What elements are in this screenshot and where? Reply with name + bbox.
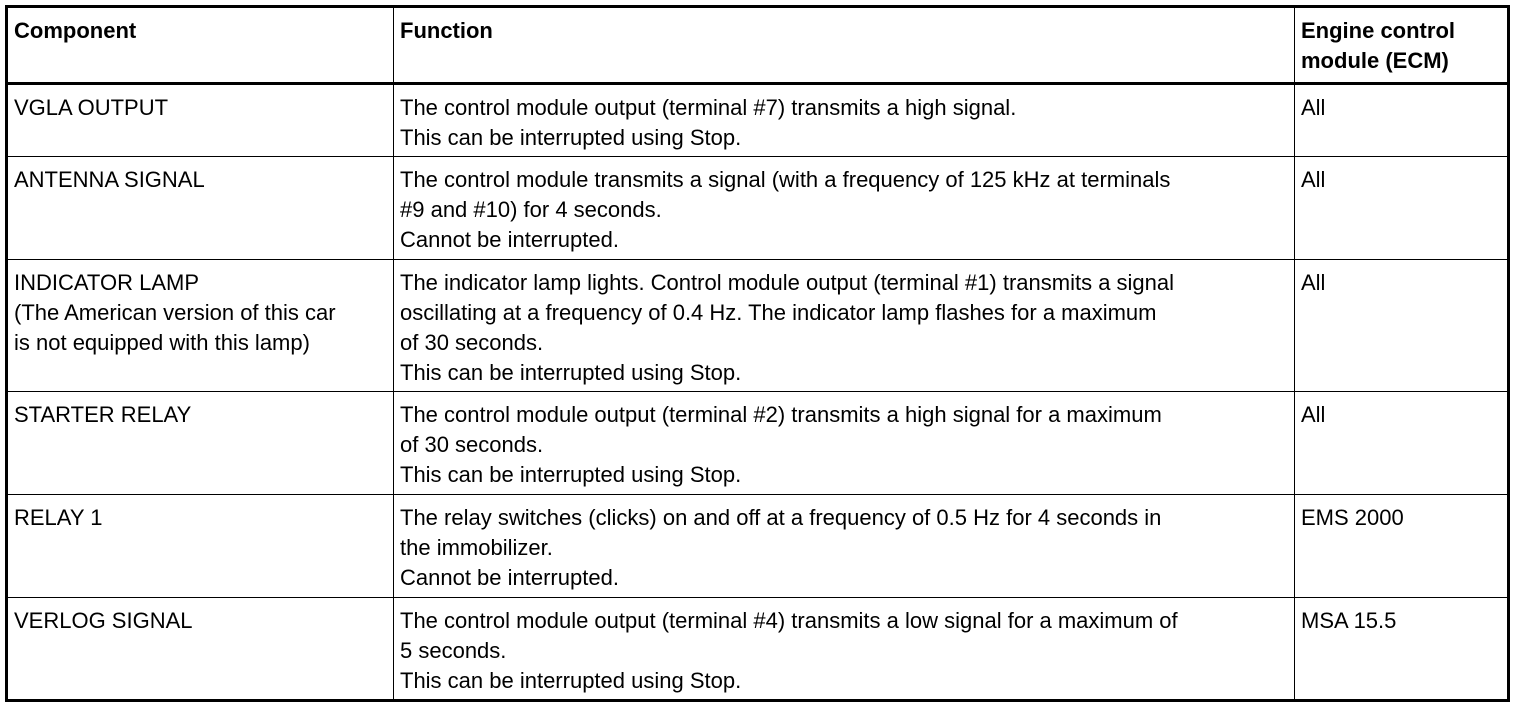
cell-ecm: EMS 2000 bbox=[1295, 495, 1509, 598]
cell-component: STARTER RELAY bbox=[7, 392, 394, 495]
cell-component: ANTENNA SIGNAL bbox=[7, 157, 394, 260]
cell-ecm: All bbox=[1295, 84, 1509, 157]
cell-ecm: All bbox=[1295, 392, 1509, 495]
cell-ecm: MSA 15.5 bbox=[1295, 598, 1509, 701]
component-function-table bbox=[5, 5, 1510, 702]
cell-component: INDICATOR LAMP (The American version of this car is not equipped with this lamp) bbox=[7, 260, 394, 392]
table-row bbox=[7, 260, 1509, 392]
cell-component: RELAY 1 bbox=[7, 495, 394, 598]
header-component: Component bbox=[7, 7, 394, 84]
table-row bbox=[7, 495, 1509, 598]
cell-component: VERLOG SIGNAL bbox=[7, 598, 394, 701]
header-function: Function bbox=[394, 7, 1295, 84]
table-header-row bbox=[7, 7, 1509, 84]
cell-function: The control module transmits a signal (with a frequency of 125 kHz at terminals #9 and #10) for 4 seconds. Cannot be interrupted. bbox=[394, 157, 1295, 260]
table-row bbox=[7, 84, 1509, 157]
cell-function: The indicator lamp lights. Control module output (terminal #1) transmits a signal oscillating at a frequency of 0.4 Hz. The indicator lamp flashes for a maximum of 30 seconds. This can be interrupted using Stop. bbox=[394, 260, 1295, 392]
cell-function: The control module output (terminal #4) transmits a low signal for a maximum of 5 seconds. This can be interrupted using Stop. bbox=[394, 598, 1295, 701]
table-row bbox=[7, 598, 1509, 701]
cell-function: The relay switches (clicks) on and off at a frequency of 0.5 Hz for 4 seconds in the immobilizer. Cannot be interrupted. bbox=[394, 495, 1295, 598]
table-row bbox=[7, 157, 1509, 260]
cell-function: The control module output (terminal #7) transmits a high signal. This can be interrupted using Stop. bbox=[394, 84, 1295, 157]
cell-component: VGLA OUTPUT bbox=[7, 84, 394, 157]
cell-ecm: All bbox=[1295, 260, 1509, 392]
cell-ecm: All bbox=[1295, 157, 1509, 260]
cell-function: The control module output (terminal #2) transmits a high signal for a maximum of 30 seconds. This can be interrupted using Stop. bbox=[394, 392, 1295, 495]
table-row bbox=[7, 392, 1509, 495]
header-ecm: Engine control module (ECM) bbox=[1295, 7, 1509, 84]
